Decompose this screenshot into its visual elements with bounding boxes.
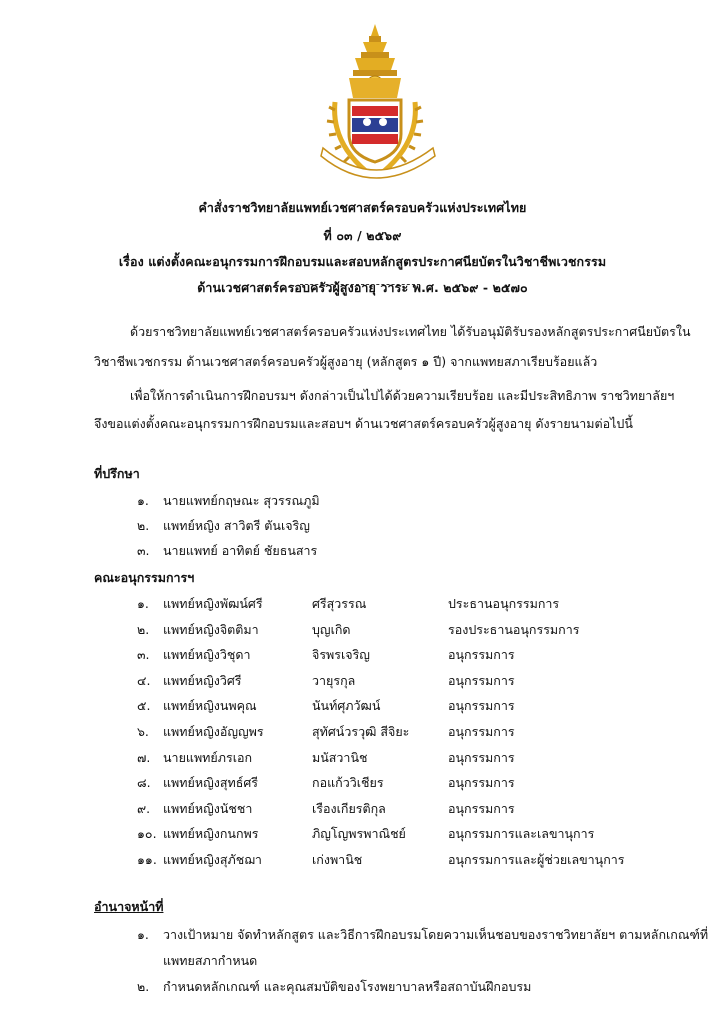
committee-surname: กอแก้ววิเชียร	[312, 775, 384, 791]
committee-number: ๙.	[137, 800, 151, 816]
order-subject-cont: ด้านเวชศาสตร์ครอบครัวผู้สูงอายุ วาระ พ.ศ. ๒๕๖๙ - ๒๕๗๐	[197, 280, 528, 295]
committee-surname: เรืองเกียรติกุล	[312, 800, 386, 816]
paragraph-line: เพื่อให้การดำเนินการฝึกอบรมฯ ดังกล่าวเป็นไปได้ด้วยความเรียบร้อย และมีประสิทธิภาพ ราชวิทยาลัยฯ	[130, 388, 675, 403]
advisor-number: ๑.	[137, 493, 149, 508]
committee-position: อนุกรรมการและผู้ช่วยเลขานุการ	[448, 852, 625, 867]
duty-text: แพทยสภากำหนด	[163, 953, 258, 968]
committee-surname: สุทัศน์วรวุฒิ สีจิยะ	[312, 724, 410, 739]
paragraph-line: จึงขอแต่งตั้งคณะอนุกรรมการฝึกอบรมและสอบฯ ด้านเวชศาสตร์ครอบครัวผู้สูงอายุ ดังรายนามต่อไปนี้	[94, 416, 633, 431]
committee-name: แพทย์หญิงกนกพร	[163, 826, 259, 842]
committee-surname: จิรพรเจริญ	[312, 647, 370, 663]
advisor-name: นายแพทย์ อาทิตย์ ชัยธนสาร	[163, 543, 318, 558]
committee-position: อนุกรรมการ	[448, 724, 515, 739]
committee-position: อนุกรรมการ	[448, 672, 515, 688]
paragraph-line: ด้วยราชวิทยาลัยแพทย์เวชศาสตร์ครอบครัวแห่งประเทศไทย ได้รับอนุมัติรับรองหลักสูตรประกาศนียบัตรใน	[130, 324, 691, 339]
committee-name: แพทย์หญิงนพคุณ	[163, 698, 257, 714]
title-divider	[300, 284, 420, 285]
duty-number: ๑.	[137, 927, 149, 942]
advisors-heading: ที่ปรึกษา	[94, 466, 140, 481]
committee-number: ๑๑.	[137, 852, 157, 867]
committee-name: แพทย์หญิงอัญญพร	[163, 724, 264, 739]
order-subject: เรื่อง แต่งตั้งคณะอนุกรรมการฝึกอบรมและสอบหลักสูตรประกาศนียบัตรในวิชาชีพเวชกรรม	[118, 254, 607, 269]
committee-number: ๓.	[137, 647, 150, 663]
committee-name: แพทย์หญิงวิชุดา	[163, 647, 251, 663]
committee-position: อนุกรรมการ	[448, 647, 515, 663]
committee-surname: เก่งพานิช	[312, 852, 363, 867]
committee-surname: มนัสวานิช	[312, 749, 368, 765]
committee-surname: บุญเกิด	[312, 621, 351, 637]
committee-name: แพทย์หญิงจิตติมา	[163, 621, 259, 637]
committee-position: อนุกรรมการ	[448, 775, 515, 791]
order-number: ที่ ๐๓ / ๒๕๖๙	[323, 228, 402, 243]
advisor-name: แพทย์หญิง สาวิตรี ตันเจริญ	[163, 518, 310, 533]
duty-text: กำหนดหลักเกณฑ์ และคุณสมบัติของโรงพยาบาลหรือสถาบันฝึกอบรม	[163, 979, 532, 994]
committee-number: ๑.	[137, 596, 149, 611]
advisor-number: ๓.	[137, 543, 150, 558]
committee-number: ๖.	[137, 724, 149, 739]
committee-number: ๑๐.	[137, 826, 157, 842]
order-title: คำสั่งราชวิทยาลัยแพทย์เวชศาสตร์ครอบครัวแห่งประเทศไทย	[198, 200, 527, 215]
committee-number: ๕.	[137, 698, 151, 714]
committee-surname: วายุรกุล	[312, 672, 356, 688]
committee-name: แพทย์หญิงวิศรี	[163, 672, 242, 688]
committee-name: แพทย์หญิงสุภัชฌา	[163, 852, 262, 867]
committee-name: แพทย์หญิงนัชชา	[163, 800, 253, 816]
duty-text: วางเป้าหมาย จัดทำหลักสูตร และวิธีการฝึกอบรมโดยความเห็นชอบของราชวิทยาลัยฯ ตามหลักเกณฑ์ที่	[163, 927, 709, 942]
duty-number: ๒.	[137, 979, 150, 994]
committee-position: อนุกรรมการ	[448, 800, 515, 816]
paragraph-line: วิชาชีพเวชกรรม ด้านเวชศาสตร์ครอบครัวผู้สูงอายุ (หลักสูตร ๑ ปี) จากแพทยสภาเรียบร้อยแล้ว	[94, 354, 598, 369]
committee-name: นายแพทย์ภรเอก	[163, 749, 253, 765]
committee-position: ประธานอนุกรรมการ	[448, 596, 560, 611]
committee-name: แพทย์หญิงสุทธ์ศรี	[163, 775, 259, 791]
committee-number: ๒.	[137, 621, 150, 637]
committee-position: อนุกรรมการและเลขานุการ	[448, 826, 595, 842]
committee-position: อนุกรรมการ	[448, 698, 515, 714]
committee-number: ๔.	[137, 672, 151, 688]
advisor-name: นายแพทย์กฤษณะ สุวรรณภูมิ	[163, 493, 320, 508]
college-emblem-logo	[305, 22, 445, 180]
committee-name: แพทย์หญิงพัฒน์ศรี	[163, 596, 263, 611]
committee-heading: คณะอนุกรรมการฯ	[94, 570, 195, 585]
committee-number: ๘.	[137, 775, 151, 791]
committee-position: รองประธานอนุกรรมการ	[448, 621, 580, 637]
committee-position: อนุกรรมการ	[448, 749, 515, 765]
committee-surname: นันท์ศุภวัฒน์	[312, 698, 381, 714]
committee-surname: ภิญโญพรพาณิชย์	[312, 826, 406, 842]
duties-heading: อำนาจหน้าที่	[94, 899, 164, 914]
committee-surname: ศรีสุวรรณ	[312, 596, 367, 611]
advisor-number: ๒.	[137, 518, 150, 533]
committee-number: ๗.	[137, 749, 151, 765]
